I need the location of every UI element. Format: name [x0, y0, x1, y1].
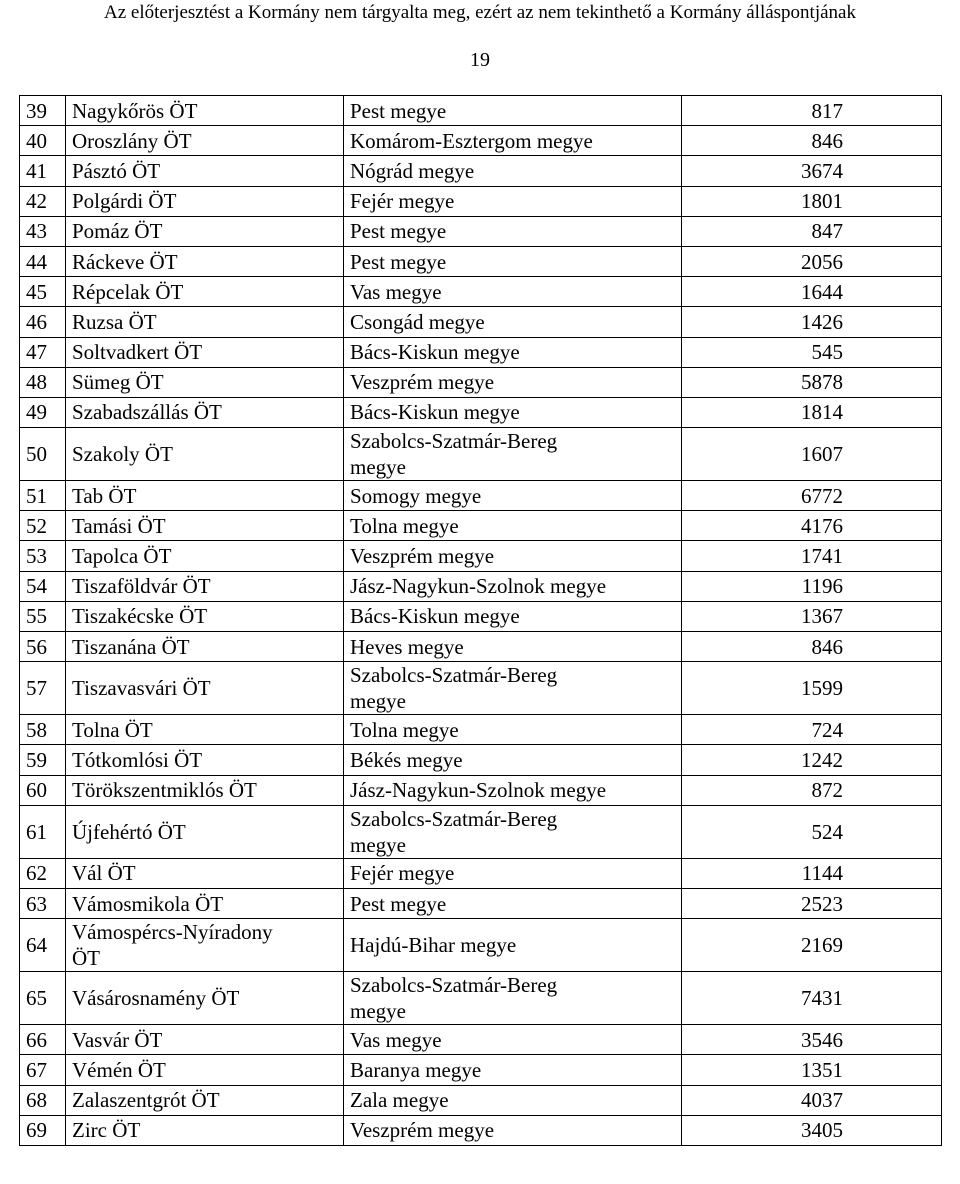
row-number: 55: [20, 601, 66, 631]
row-number: 69: [20, 1115, 66, 1145]
county: Vas megye: [344, 277, 682, 307]
table-row: [20, 715, 942, 745]
county: Zala megye: [344, 1085, 682, 1115]
institution-name: Tamási ÖT: [66, 511, 344, 541]
institution-name: Zalaszentgrót ÖT: [66, 1085, 344, 1115]
institution-name: Törökszentmiklós ÖT: [66, 775, 344, 805]
table-row: [20, 972, 942, 1025]
row-number: 39: [20, 96, 66, 126]
row-number: 46: [20, 307, 66, 337]
value: 1607: [682, 428, 942, 481]
value: 2056: [682, 246, 942, 276]
county: Tolna megye: [344, 715, 682, 745]
county: Pest megye: [344, 96, 682, 126]
table-row: [20, 1025, 942, 1055]
institution-name: Tiszanána ÖT: [66, 632, 344, 662]
value: 1242: [682, 745, 942, 775]
value: 1814: [682, 397, 942, 427]
institution-name-line: ÖT: [72, 946, 100, 971]
county: Veszprém megye: [344, 541, 682, 571]
value: 4176: [682, 511, 942, 541]
value: 817: [682, 96, 942, 126]
institution-name: Zirc ÖT: [66, 1115, 344, 1145]
row-number: 45: [20, 277, 66, 307]
value: 846: [682, 632, 942, 662]
row-number: 67: [20, 1055, 66, 1085]
table-body: [20, 96, 942, 1146]
county: Tolna megye: [344, 511, 682, 541]
value: 3405: [682, 1115, 942, 1145]
county-line: megye: [350, 689, 406, 714]
table-row: [20, 601, 942, 631]
value: 1644: [682, 277, 942, 307]
value: 1741: [682, 541, 942, 571]
institution-name: Ráckeve ÖT: [66, 246, 344, 276]
institution-name: Tiszavasvári ÖT: [66, 662, 344, 715]
table-row: [20, 277, 942, 307]
county: Somogy megye: [344, 481, 682, 511]
table-row: [20, 337, 942, 367]
value: 2523: [682, 888, 942, 918]
value: 2169: [682, 919, 942, 972]
institution-name: Tiszaföldvár ÖT: [66, 571, 344, 601]
county: Bács-Kiskun megye: [344, 337, 682, 367]
value: 3546: [682, 1025, 942, 1055]
county: [344, 972, 682, 1025]
row-number: 50: [20, 428, 66, 481]
institution-name: Vasvár ÖT: [66, 1025, 344, 1055]
institution-name: Újfehértó ÖT: [66, 805, 344, 858]
institution-name: Soltvadkert ÖT: [66, 337, 344, 367]
value: 6772: [682, 481, 942, 511]
county: Fejér megye: [344, 186, 682, 216]
institution-name: Vémén ÖT: [66, 1055, 344, 1085]
table-row: [20, 481, 942, 511]
row-number: 63: [20, 888, 66, 918]
table-row: [20, 541, 942, 571]
row-number: 58: [20, 715, 66, 745]
county-line: Szabolcs-Szatmár-Bereg: [350, 663, 558, 688]
row-number: 61: [20, 805, 66, 858]
row-number: 42: [20, 186, 66, 216]
table-row: [20, 156, 942, 186]
value: 1196: [682, 571, 942, 601]
county: Bács-Kiskun megye: [344, 397, 682, 427]
table-row: [20, 186, 942, 216]
table-row: [20, 1115, 942, 1145]
county-line: Szabolcs-Szatmár-Bereg: [350, 429, 558, 454]
institution-name: Tiszakécske ÖT: [66, 601, 344, 631]
table-row: [20, 428, 942, 481]
row-number: 56: [20, 632, 66, 662]
institution-name-line: Vámospércs-Nyíradony: [72, 920, 273, 945]
institution-name: Vál ÖT: [66, 858, 344, 888]
row-number: 59: [20, 745, 66, 775]
table-row: [20, 662, 942, 715]
institution-name: Tolna ÖT: [66, 715, 344, 745]
table-row: [20, 775, 942, 805]
institution-name: Szakoly ÖT: [66, 428, 344, 481]
table-row: [20, 246, 942, 276]
page-header: Az előterjesztést a Kormány nem tárgyalta meg, ezért az nem tekinthető a Kormány álláspontjának: [104, 2, 856, 23]
row-number: 66: [20, 1025, 66, 1055]
row-number: 51: [20, 481, 66, 511]
table-row: [20, 888, 942, 918]
county-line: megye: [350, 999, 406, 1024]
institution-name: Szabadszállás ÖT: [66, 397, 344, 427]
page-number: 19: [470, 49, 490, 71]
institution-name: Sümeg ÖT: [66, 367, 344, 397]
data-table: [19, 95, 942, 1146]
row-number: 68: [20, 1085, 66, 1115]
value: 1367: [682, 601, 942, 631]
table-row: [20, 919, 942, 972]
table-row: [20, 1055, 942, 1085]
county: Pest megye: [344, 888, 682, 918]
row-number: 47: [20, 337, 66, 367]
table-row: [20, 307, 942, 337]
institution-name: Tab ÖT: [66, 481, 344, 511]
county: [344, 662, 682, 715]
county: Pest megye: [344, 216, 682, 246]
value: 1801: [682, 186, 942, 216]
county: Bács-Kiskun megye: [344, 601, 682, 631]
institution-name: Répcelak ÖT: [66, 277, 344, 307]
table-row: [20, 397, 942, 427]
institution-name: Nagykőrös ÖT: [66, 96, 344, 126]
table-row: [20, 96, 942, 126]
row-number: 52: [20, 511, 66, 541]
table-row: [20, 1085, 942, 1115]
table-row: [20, 858, 942, 888]
county-line: Szabolcs-Szatmár-Bereg: [350, 806, 558, 831]
institution-name: Pásztó ÖT: [66, 156, 344, 186]
value: 1144: [682, 858, 942, 888]
value: 1351: [682, 1055, 942, 1085]
row-number: 48: [20, 367, 66, 397]
row-number: 57: [20, 662, 66, 715]
county: [344, 805, 682, 858]
institution-name: Vásárosnamény ÖT: [66, 972, 344, 1025]
county: Hajdú-Bihar megye: [344, 919, 682, 972]
county: [344, 428, 682, 481]
row-number: 40: [20, 126, 66, 156]
value: 872: [682, 775, 942, 805]
table-row: [20, 367, 942, 397]
county: Vas megye: [344, 1025, 682, 1055]
table-row: [20, 632, 942, 662]
table-row: [20, 511, 942, 541]
county: Pest megye: [344, 246, 682, 276]
institution-name: [66, 919, 344, 972]
value: 4037: [682, 1085, 942, 1115]
row-number: 53: [20, 541, 66, 571]
value: 524: [682, 805, 942, 858]
county: Csongád megye: [344, 307, 682, 337]
row-number: 60: [20, 775, 66, 805]
institution-name: Tótkomlósi ÖT: [66, 745, 344, 775]
value: 724: [682, 715, 942, 745]
county: Fejér megye: [344, 858, 682, 888]
institution-name: Polgárdi ÖT: [66, 186, 344, 216]
county: Baranya megye: [344, 1055, 682, 1085]
table-row: [20, 126, 942, 156]
value: 1426: [682, 307, 942, 337]
row-number: 54: [20, 571, 66, 601]
table-row: [20, 571, 942, 601]
value: 3674: [682, 156, 942, 186]
value: 7431: [682, 972, 942, 1025]
row-number: 64: [20, 919, 66, 972]
county-line: megye: [350, 832, 406, 857]
county: Békés megye: [344, 745, 682, 775]
value: 847: [682, 216, 942, 246]
county: Nógrád megye: [344, 156, 682, 186]
county: Veszprém megye: [344, 1115, 682, 1145]
county: Jász-Nagykun-Szolnok megye: [344, 571, 682, 601]
table-row: [20, 805, 942, 858]
value: 545: [682, 337, 942, 367]
county-line: megye: [350, 455, 406, 480]
county: Heves megye: [344, 632, 682, 662]
institution-name: Pomáz ÖT: [66, 216, 344, 246]
county-line: Szabolcs-Szatmár-Bereg: [350, 973, 558, 998]
institution-name: Tapolca ÖT: [66, 541, 344, 571]
row-number: 49: [20, 397, 66, 427]
institution-name: Ruzsa ÖT: [66, 307, 344, 337]
value: 5878: [682, 367, 942, 397]
row-number: 65: [20, 972, 66, 1025]
county: Veszprém megye: [344, 367, 682, 397]
value: 1599: [682, 662, 942, 715]
institution-name: Vámosmikola ÖT: [66, 888, 344, 918]
county: Jász-Nagykun-Szolnok megye: [344, 775, 682, 805]
table-row: [20, 216, 942, 246]
value: 846: [682, 126, 942, 156]
table-row: [20, 745, 942, 775]
row-number: 41: [20, 156, 66, 186]
row-number: 43: [20, 216, 66, 246]
row-number: 44: [20, 246, 66, 276]
county: Komárom-Esztergom megye: [344, 126, 682, 156]
row-number: 62: [20, 858, 66, 888]
institution-name: Oroszlány ÖT: [66, 126, 344, 156]
